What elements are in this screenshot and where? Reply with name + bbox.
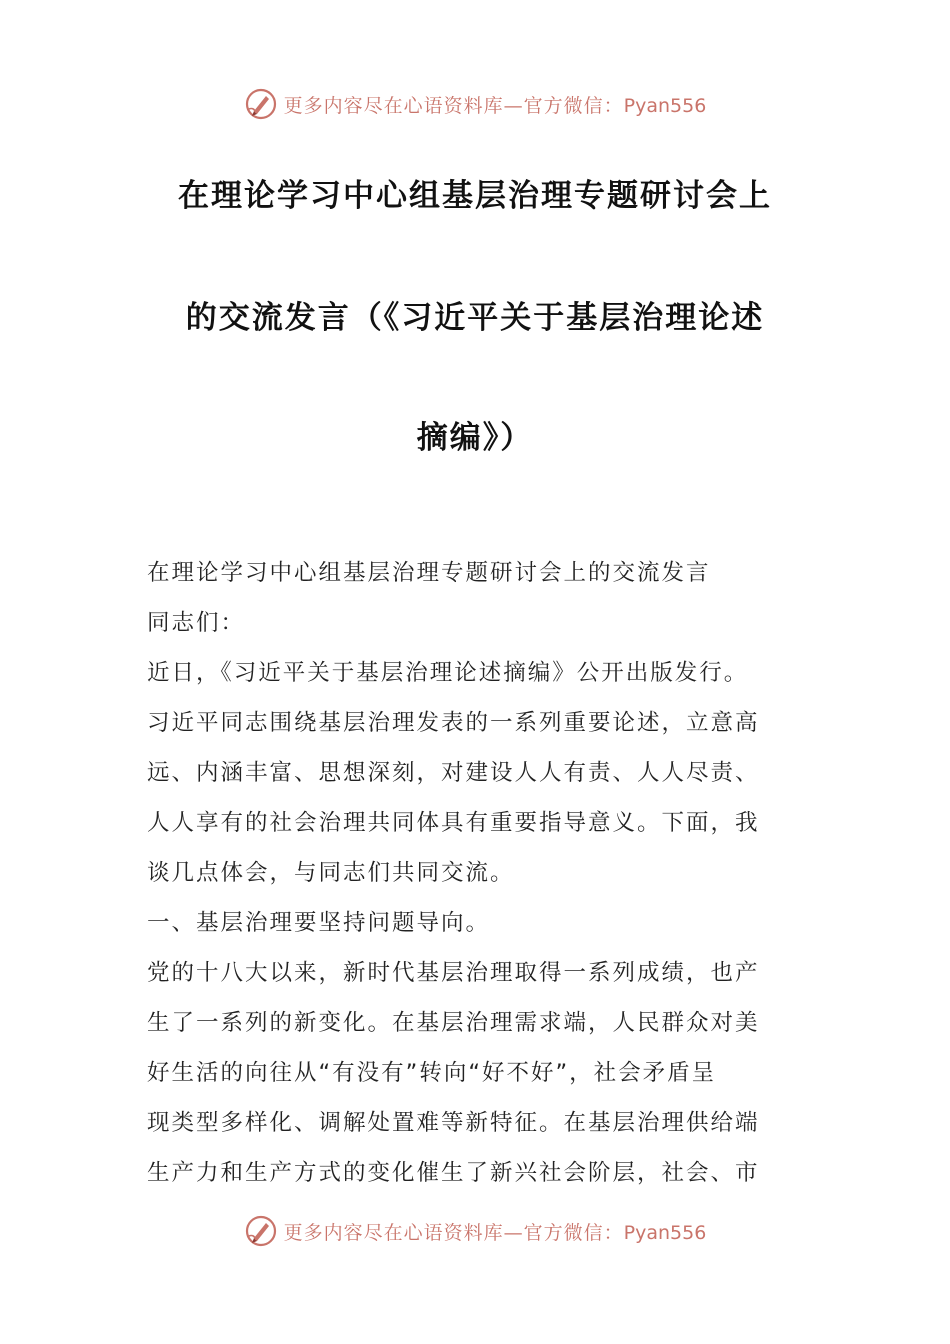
- watermark-text: [284, 1218, 707, 1245]
- watermark-label: 更多内容尽在心语资料库—官方微信：: [283, 1221, 624, 1244]
- body-line: 远、内涵丰富、思想深刻，对建设人人有责、人人尽责、: [147, 760, 760, 786]
- body-line: 党的十八大以来，新时代基层治理取得一系列成绩，也产: [147, 960, 760, 986]
- document-body: [147, 548, 807, 1198]
- watermark-handle: Pyan556: [623, 1221, 707, 1244]
- body-subtitle: 在理论学习中心组基层治理专题研讨会上的交流发言: [147, 560, 711, 586]
- body-line: 习近平同志围绕基层治理发表的一系列重要论述，立意高: [147, 710, 760, 736]
- body-line: 现类型多样化、调解处置难等新特征。在基层治理供给端: [147, 1110, 760, 1136]
- watermark-text: [284, 91, 707, 118]
- title-line-3: 摘编》）: [416, 420, 534, 456]
- body-line: 生产力和生产方式的变化催生了新兴社会阶层，社会、市: [147, 1160, 760, 1186]
- body-line: 人人享有的社会治理共同体具有重要指导意义。下面，我: [147, 810, 760, 836]
- header-watermark: [0, 84, 950, 124]
- body-line: 近日，《习近平关于基层治理论述摘编》公开出版发行。: [147, 660, 749, 686]
- watermark-label: 更多内容尽在心语资料库—官方微信：: [283, 94, 624, 117]
- body-line: 生了一系列的新变化。在基层治理需求端，人民群众对美: [147, 1010, 760, 1036]
- section-heading-1: 一、基层治理要坚持问题导向。: [147, 910, 491, 936]
- title-line-2: 的交流发言（《习近平关于基层治理论述: [185, 300, 765, 336]
- body-line: 谈几点体会，与同志们共同交流。: [147, 860, 515, 886]
- body-salutation: 同志们：: [147, 610, 246, 636]
- title-line-1: 在理论学习中心组基层治理专题研讨会上: [178, 178, 772, 214]
- pen-logo-icon: [244, 87, 278, 121]
- footer-watermark: [0, 1211, 950, 1251]
- pen-logo-icon: [244, 1214, 278, 1248]
- watermark-handle: Pyan556: [623, 94, 707, 117]
- body-line: 好生活的向往从“有没有”转向“好不好”，社会矛盾呈: [147, 1060, 717, 1086]
